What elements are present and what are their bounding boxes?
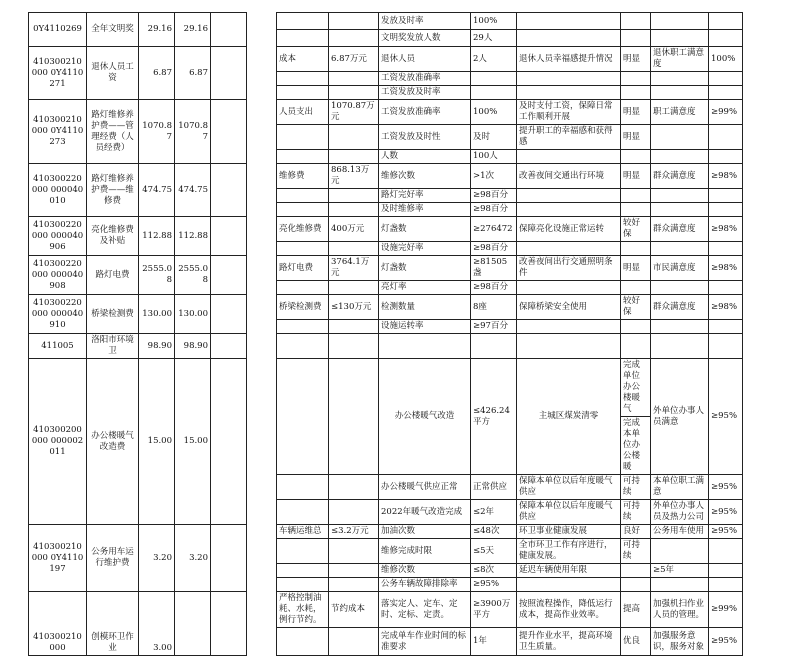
cost-category: 严格控制油耗、水耗，例行节约。 — [277, 592, 329, 628]
effect-value: 可持续 — [621, 539, 651, 564]
amount-budget: 3.20 — [139, 525, 175, 592]
amount-budget: 1070.87 — [139, 100, 175, 164]
indicator: 2022年暖气改造完成 — [379, 500, 471, 525]
indicator: 工资发放准确率 — [379, 72, 471, 86]
indicator: 维修完成时限 — [379, 539, 471, 564]
cost-value: 868.13万元 — [329, 164, 379, 189]
table-row — [29, 13, 743, 30]
satisfaction-indicator: 退休职工满意度 — [651, 47, 709, 72]
indicator-value: ≥276472 — [471, 217, 517, 242]
satisfaction-indicator: 群众满意度 — [651, 295, 709, 320]
cost-value: 3764.1万元 — [329, 256, 379, 281]
amount-total — [175, 592, 211, 656]
project-code: 410300220000 000040906 — [29, 217, 87, 256]
project-name: 路灯电费 — [87, 256, 139, 295]
effect-indicator: 主城区煤炭清零 — [517, 359, 621, 475]
project-name: 全年文明奖 — [87, 13, 139, 47]
amount-total: 6.87 — [175, 47, 211, 100]
satisfaction-value: ≥95% — [709, 628, 743, 656]
satisfaction-value: ≥99% — [709, 592, 743, 628]
amount-total: 3.20 — [175, 525, 211, 592]
cost-category: 成本 — [277, 47, 329, 72]
satisfaction-value: ≥98% — [709, 164, 743, 189]
amount-budget: 112.88 — [139, 217, 175, 256]
project-name: 创模环卫作业 — [87, 592, 139, 656]
indicator: 文明奖发放人数 — [379, 30, 471, 47]
satisfaction-indicator: 外单位办事人员及热力公司 — [651, 500, 709, 525]
effect-indicator: 及时支付工资，保障日常工作顺利开展 — [517, 100, 621, 125]
indicator-value: 100% — [471, 13, 517, 30]
amount-total: 1070.87 — [175, 100, 211, 164]
effect-value: 优良 — [621, 628, 651, 656]
project-code: 410300210000 0Y4110197 — [29, 525, 87, 592]
effect-indicator: 退休人员幸福感提升情况 — [517, 47, 621, 72]
table-row — [29, 164, 743, 189]
indicator-value: ≤426.24平方 — [471, 359, 517, 475]
cost-value: ≤130万元 — [329, 295, 379, 320]
indicator: 灯盏数 — [379, 256, 471, 281]
indicator-value: 正常供应 — [471, 475, 517, 500]
amount-budget: 2555.08 — [139, 256, 175, 295]
satisfaction-value: ≥98% — [709, 256, 743, 281]
cost-value: 6.87万元 — [329, 47, 379, 72]
satisfaction-value: ≥95% — [709, 500, 743, 525]
table-row — [29, 592, 743, 628]
indicator-value: ≤48次 — [471, 525, 517, 539]
indicator-value: ≥95% — [471, 578, 517, 592]
cost-value: 1070.87万元 — [329, 100, 379, 125]
indicator-value: >1次 — [471, 164, 517, 189]
amount-total: 98.90 — [175, 334, 211, 359]
department-name: 洛阳市环境卫 — [87, 334, 139, 359]
cost-category: 桥梁检测费 — [277, 295, 329, 320]
satisfaction-indicator: 群众满意度 — [651, 164, 709, 189]
indicator-value: 100人 — [471, 150, 517, 164]
project-name: 退休人员工资 — [87, 47, 139, 100]
effect-value: 可持续 — [621, 500, 651, 525]
indicator: 设施运转率 — [379, 320, 471, 334]
indicator: 工资发放及时性 — [379, 125, 471, 150]
indicator: 维修次数 — [379, 564, 471, 578]
effect-value: 明显 — [621, 100, 651, 125]
project-name: 公务用车运行维护费 — [87, 525, 139, 592]
amount-budget: 98.90 — [139, 334, 175, 359]
indicator: 完成单车作业时间的标准要求 — [379, 628, 471, 656]
indicator: 落实定人、定车、定时、定标、定责。 — [379, 592, 471, 628]
amount-total: 474.75 — [175, 164, 211, 217]
satisfaction-indicator: 外单位办事人员满意 — [651, 359, 709, 475]
cost-category: 亮化维修费 — [277, 217, 329, 242]
effect-value: 明显 — [621, 256, 651, 281]
effect-value: 完成单位办公楼暖气 — [621, 359, 651, 417]
table-row — [29, 47, 743, 72]
indicator: 办公楼暖气供应正常 — [379, 475, 471, 500]
project-code: 410300210000 0Y4110273 — [29, 100, 87, 164]
effect-indicator: 提升职工的幸福感和获得感 — [517, 125, 621, 150]
project-code: 410300220000 000040908 — [29, 256, 87, 295]
indicator: 公务车辆故障排除率 — [379, 578, 471, 592]
amount-budget: 474.75 — [139, 164, 175, 217]
effect-value: 明显 — [621, 164, 651, 189]
indicator-value: ≥97百分 — [471, 320, 517, 334]
indicator-value: ≥98百分 — [471, 242, 517, 256]
indicator-value: ≤2年 — [471, 500, 517, 525]
effect-value: 良好 — [621, 525, 651, 539]
effect-indicator: 保障本单位以后年度暖气供应 — [517, 475, 621, 500]
indicator-value: ≤5天 — [471, 539, 517, 564]
indicator-value: ≥3900万平方 — [471, 592, 517, 628]
effect-value: 明显 — [621, 125, 651, 150]
table-row — [29, 525, 743, 539]
satisfaction-indicator: 市民满意度 — [651, 256, 709, 281]
amount-total: 130.00 — [175, 295, 211, 334]
satisfaction-indicator: 加强机扫作业人员的管理。 — [651, 592, 709, 628]
amount-total: 15.00 — [175, 359, 211, 525]
indicator: 灯盏数 — [379, 217, 471, 242]
project-name: 办公楼暖气改造费 — [87, 359, 139, 525]
effect-duration: ≥5年 — [651, 564, 709, 578]
indicator-value: 8座 — [471, 295, 517, 320]
project-code: 410300220000 000040910 — [29, 295, 87, 334]
satisfaction-value: ≥95% — [709, 475, 743, 500]
indicator-value: 及时 — [471, 125, 517, 150]
satisfaction-indicator: 群众满意度 — [651, 217, 709, 242]
effect-indicator: 改善夜间出行交通照明条件 — [517, 256, 621, 281]
indicator: 维修次数 — [379, 164, 471, 189]
amount-total: 112.88 — [175, 217, 211, 256]
indicator: 亮灯率 — [379, 281, 471, 295]
cost-category: 维修费 — [277, 164, 329, 189]
effect-indicator: 环卫事业健康发展 — [517, 525, 621, 539]
satisfaction-value: ≥99% — [709, 100, 743, 125]
amount-total: 29.16 — [175, 13, 211, 47]
cost-category: 车辆运维总 — [277, 525, 329, 539]
effect-indicator: 保障亮化设施正常运转 — [517, 217, 621, 242]
effect-indicator: 提升作业水平，提高环境卫生质量。 — [517, 628, 621, 656]
table-row — [29, 295, 743, 320]
project-code: 410300200000 000002011 — [29, 359, 87, 525]
cost-value: 400万元 — [329, 217, 379, 242]
indicator-value: 100% — [471, 100, 517, 125]
effect-indicator: 保障桥梁安全使用 — [517, 295, 621, 320]
cost-category: 人员支出 — [277, 100, 329, 125]
cost-value: 节约成本 — [329, 592, 379, 628]
indicator-value: ≥98百分 — [471, 189, 517, 203]
indicator: 办公楼暖气改造 — [379, 359, 471, 475]
indicator: 及时维修率 — [379, 203, 471, 217]
effect-indicator: 延迟车辆使用年限 — [517, 564, 621, 578]
indicator: 加油次数 — [379, 525, 471, 539]
satisfaction-indicator: 加强服务意识，服务对象 — [651, 628, 709, 656]
amount-budget: 29.16 — [139, 13, 175, 47]
amount-budget: 130.00 — [139, 295, 175, 334]
project-code: 410300220000 000040010 — [29, 164, 87, 217]
project-name: 路灯维修养护费——维修费 — [87, 164, 139, 217]
indicator: 工资发放及时率 — [379, 86, 471, 100]
indicator: 检测数量 — [379, 295, 471, 320]
amount-budget: 3.00 — [139, 592, 175, 656]
indicator-value: ≥81505盏 — [471, 256, 517, 281]
table-row — [29, 100, 743, 125]
satisfaction-value: ≥95% — [709, 525, 743, 539]
effect-indicator: 保障本单位以后年度暖气供应 — [517, 500, 621, 525]
indicator-value: ≥98百分 — [471, 281, 517, 295]
project-code: 410300210000 0Y4110271 — [29, 47, 87, 100]
table-row — [29, 359, 743, 417]
effect-value: 较好保 — [621, 217, 651, 242]
satisfaction-indicator: 职工满意度 — [651, 100, 709, 125]
effect-value: 完成本单位办公楼暖 — [621, 417, 651, 475]
amount-total: 2555.08 — [175, 256, 211, 295]
satisfaction-indicator: 本单位职工满意 — [651, 475, 709, 500]
indicator: 设施完好率 — [379, 242, 471, 256]
indicator: 路灯完好率 — [379, 189, 471, 203]
effect-indicator: 按照流程操作，降低运行成本，提高作业效率。 — [517, 592, 621, 628]
indicator: 人数 — [379, 150, 471, 164]
table-row — [29, 334, 743, 359]
satisfaction-value: 100% — [709, 47, 743, 72]
satisfaction-value: ≥95% — [709, 359, 743, 475]
effect-value: 较好保 — [621, 295, 651, 320]
satisfaction-indicator: 公务用车使用 — [651, 525, 709, 539]
budget-performance-sheet — [28, 12, 743, 656]
indicator-value: 1年 — [471, 628, 517, 656]
cost-value: ≤3.2万元 — [329, 525, 379, 539]
indicator-value: ≥98百分 — [471, 203, 517, 217]
amount-budget: 6.87 — [139, 47, 175, 100]
satisfaction-value: ≥98% — [709, 295, 743, 320]
indicator-value: 29人 — [471, 30, 517, 47]
effect-value: 可持续 — [621, 475, 651, 500]
effect-value: 提高 — [621, 592, 651, 628]
effect-value: 明显 — [621, 47, 651, 72]
amount-budget: 15.00 — [139, 359, 175, 525]
indicator: 工资发放准确率 — [379, 100, 471, 125]
department-code: 411005 — [29, 334, 87, 359]
effect-indicator: 全市环卫工作有序进行，健康发展。 — [517, 539, 621, 564]
project-code: 410300210000 — [29, 592, 87, 656]
cost-category: 路灯电费 — [277, 256, 329, 281]
project-name: 路灯维修养护费——管理经费（人员经费） — [87, 100, 139, 164]
project-name: 桥梁检测费 — [87, 295, 139, 334]
indicator-value: 2人 — [471, 47, 517, 72]
indicator: 发放及时率 — [379, 13, 471, 30]
table-row — [29, 256, 743, 281]
indicator: 退休人员 — [379, 47, 471, 72]
effect-indicator: 改善夜间交通出行环境 — [517, 164, 621, 189]
table-row — [29, 217, 743, 242]
indicator-value: ≤8次 — [471, 564, 517, 578]
project-name: 亮化维修费及补贴 — [87, 217, 139, 256]
project-code: 0Y4110269 — [29, 13, 87, 47]
budget-table — [28, 12, 743, 656]
satisfaction-value: ≥98% — [709, 217, 743, 242]
